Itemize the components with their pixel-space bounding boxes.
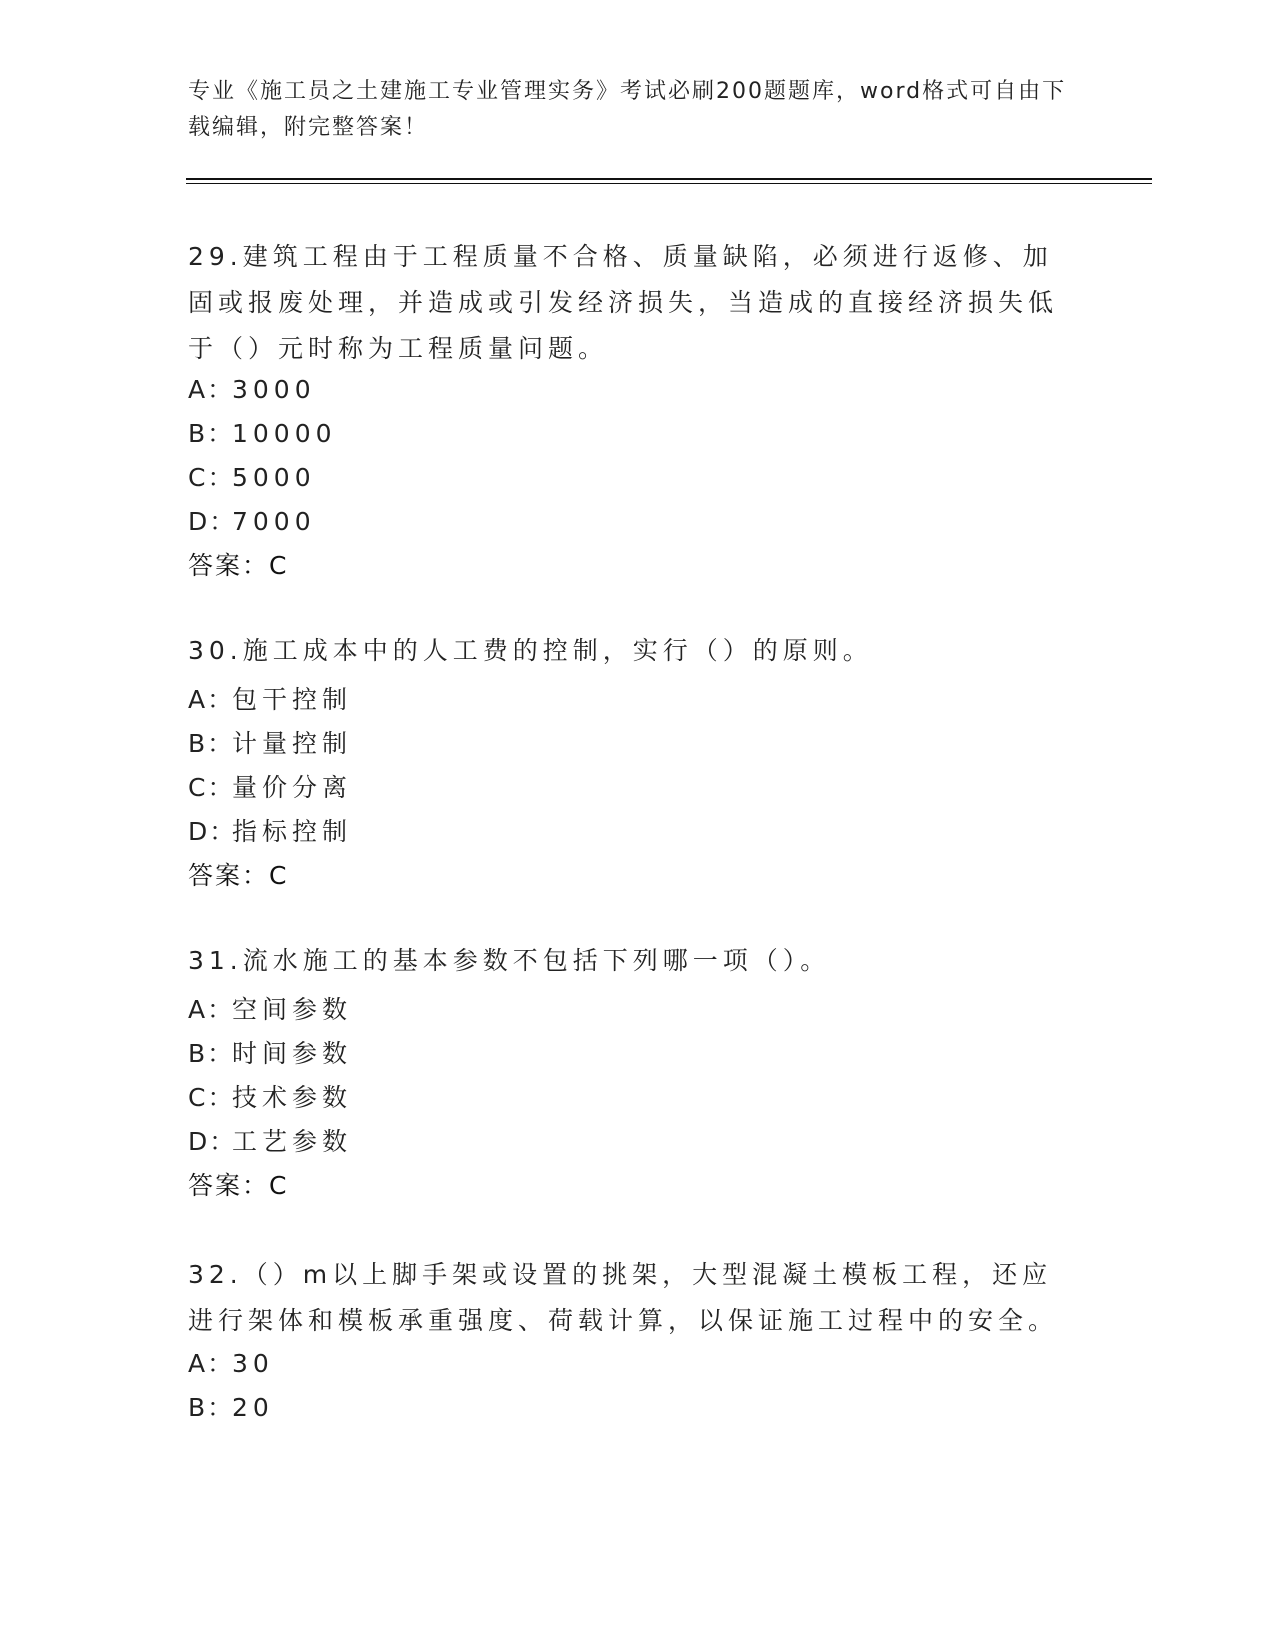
header-divider-thin — [186, 183, 1152, 184]
question-32-option-b: B：20 — [188, 1393, 274, 1422]
question-30-option-d: D：指标控制 — [188, 817, 353, 846]
question-31-answer: 答案：C — [188, 1171, 289, 1200]
question-31-text: 31.流水施工的基本参数不包括下列哪一项（）。 — [188, 946, 831, 975]
question-31-option-d: D：工艺参数 — [188, 1127, 353, 1156]
question-30-option-b: B：计量控制 — [188, 729, 353, 758]
question-29-option-a: A：3000 — [188, 375, 316, 404]
question-31-option-b: B：时间参数 — [188, 1039, 353, 1068]
document-header: 专业《施工员之土建施工专业管理实务》考试必刷200题题库，word格式可自由下载编辑，附完整答案！ — [188, 79, 1067, 140]
question-30-text: 30.施工成本中的人工费的控制，实行（）的原则。 — [188, 636, 873, 665]
question-30-option-c: C：量价分离 — [188, 773, 353, 802]
question-30-answer: 答案：C — [188, 861, 289, 890]
question-29-text: 29.建筑工程由于工程质量不合格、质量缺陷，必须进行返修、加固或报废处理，并造成或引发经济损失，当造成的直接经济损失低于（）元时称为工程质量问题。 — [188, 242, 1059, 363]
question-31-option-a: A：空间参数 — [188, 995, 353, 1024]
question-29-option-b: B：10000 — [188, 419, 337, 448]
question-29-answer: 答案：C — [188, 551, 289, 580]
question-32-option-a: A：30 — [188, 1349, 274, 1378]
question-32-text: 32.（）m以上脚手架或设置的挑架，大型混凝土模板工程，还应进行架体和模板承重强度、荷载计算，以保证施工过程中的安全。 — [188, 1260, 1059, 1335]
question-31-option-c: C：技术参数 — [188, 1083, 353, 1112]
question-29-option-d: D：7000 — [188, 507, 316, 536]
header-divider — [186, 178, 1152, 180]
question-29-option-c: C：5000 — [188, 463, 316, 492]
question-30-option-a: A：包干控制 — [188, 685, 353, 714]
